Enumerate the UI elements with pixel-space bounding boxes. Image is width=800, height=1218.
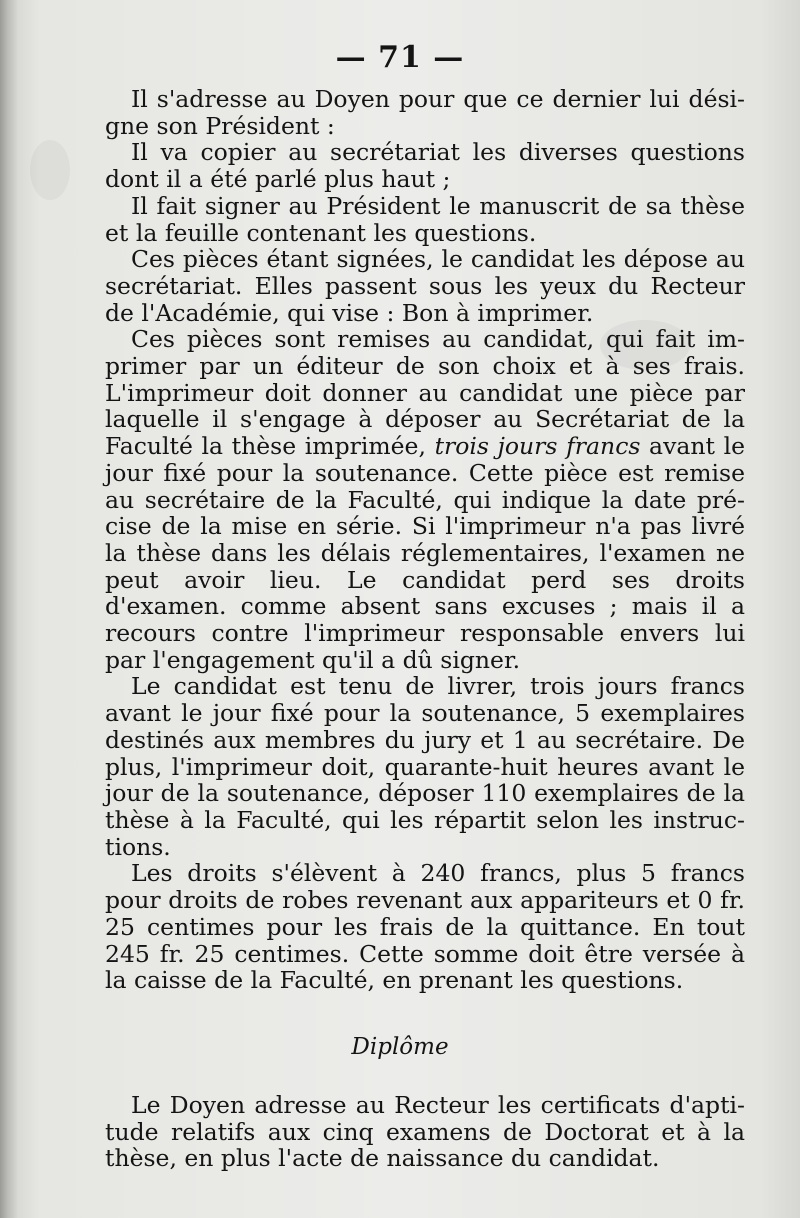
section-heading: Diplôme: [351, 1034, 449, 1060]
paragraph: Ces pièces sont remises au candidat, qui fait im-primer par un éditeur de son choix et à ses frais. L'imprimeur doit donner au candidat une pièce par laquelle il s'engage à déposer au Secrétariat de la Faculté la thèse imprimée, trois jours francs avant le jour fixé pour la soutenance. Cette pièce est remise au secrétaire de la Faculté, qui indique la date pré-cise de la mise en série. Si l'imprimeur n'a pas livré la thèse dans les délais réglementaires, l'examen ne peut avoir lieu. Le candidat perd ses droits d'examen. comme absent sans excuses ; mais il a recours contre l'imprimeur responsable envers lui par l'engagement qu'il a dû signer.: [105, 325, 745, 674]
paragraph: Le Doyen adresse au Recteur les certificats d'apti-tude relatifs aux cinq examens de Doctorat et à la thèse, en plus l'acte de naissance du candidat.: [105, 1091, 745, 1173]
paragraph: Ces pièces étant signées, le candidat les dépose au secrétariat. Elles passent sous les yeux du Recteur de l'Académie, qui vise : Bon à imprimer.: [105, 245, 745, 327]
paragraph: Il s'adresse au Doyen pour que ce dernier lui dési-gne son Président :: [105, 85, 745, 140]
paragraph: Il va copier au secrétariat les diverses questions dont il a été parlé plus haut ;: [105, 138, 745, 194]
paragraph: Les droits s'élèvent à 240 francs, plus 5 francs pour droits de robes revenant aux appariteurs et 0 fr. 25 centimes pour les frais de la quittance. En tout 245 fr. 25 centimes. Cette somme doit être versée à la caisse de la Faculté, en prenant les questions.: [105, 859, 745, 995]
main-text: [105, 86, 745, 994]
paper-stain: [30, 140, 70, 200]
section-text: [105, 1092, 745, 1172]
italic-phrase: trois jours francs: [434, 432, 641, 461]
paragraph: Il fait signer au Président le manuscrit de sa thèse et la feuille contenant les questions.: [105, 191, 745, 247]
paragraph: Le candidat est tenu de livrer, trois jours francs avant le jour fixé pour la soutenance, 5 exemplaires destinés aux membres du jury et 1 au secrétaire. De plus, l'imprimeur doit, quarante-huit heures avant le jour de la soutenance, déposer 110 exemplaires de la thèse à la Faculté, qui les répartit selon les instruc-tions.: [105, 672, 745, 861]
page-number: — 71 —: [335, 40, 465, 75]
